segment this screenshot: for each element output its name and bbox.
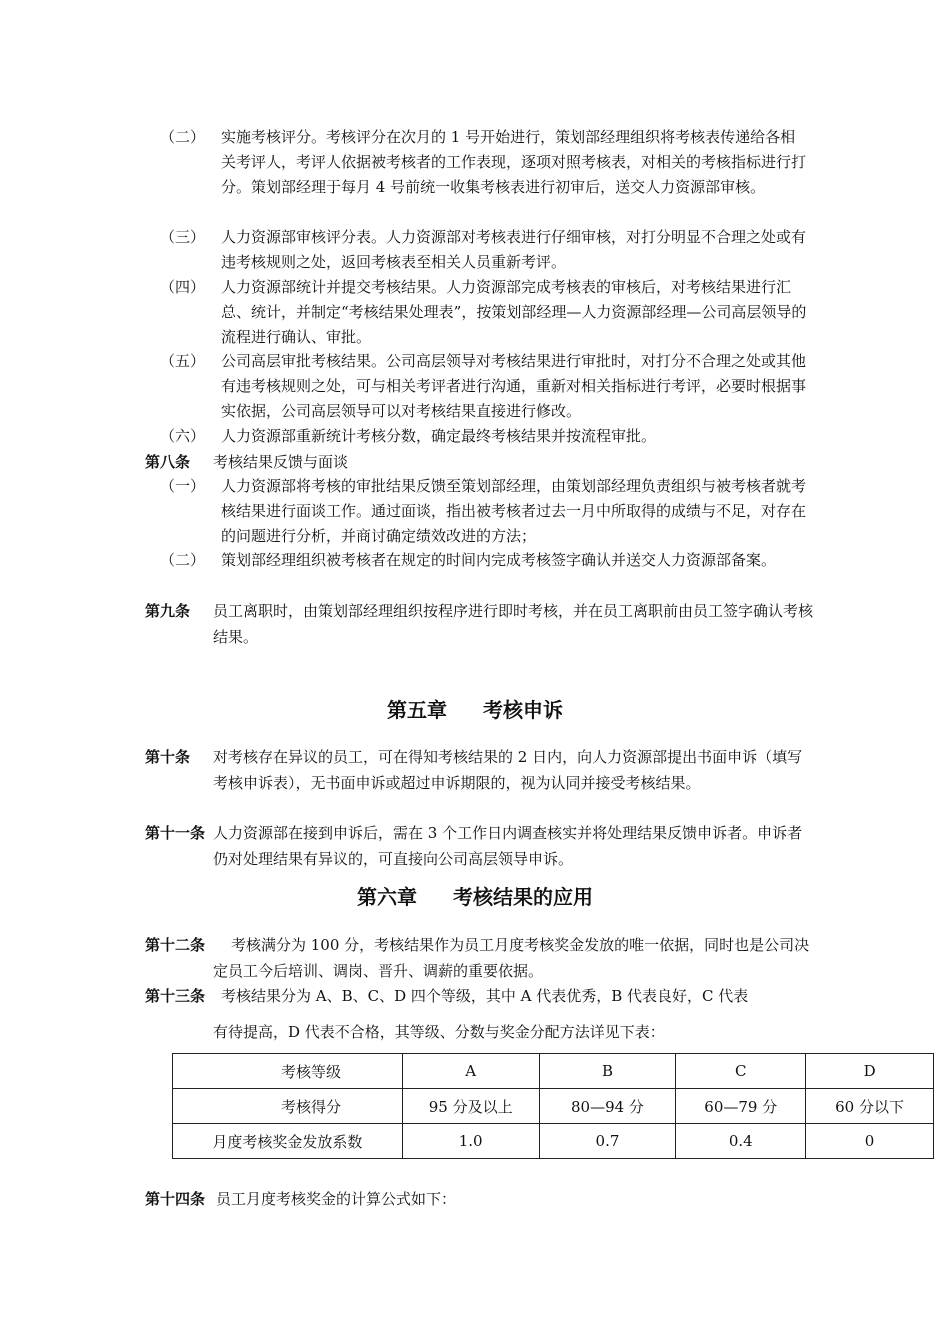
- grade-table: [172, 1053, 934, 1159]
- article-14: [0, 1186, 950, 1212]
- item-marker: （六）: [160, 427, 206, 445]
- table-cell: 考核等级: [173, 1054, 403, 1089]
- chapter-number: 第六章: [357, 885, 417, 909]
- article-marker: 第十三条: [145, 987, 206, 1005]
- list-item: [0, 225, 950, 275]
- article-text-line-2: 有待提高，D 代表不合格，其等级、分数与奖金分配方法详见下表：: [213, 1023, 665, 1041]
- item-text: 公司高层审批考核结果。公司高层领导对考核结果进行审批时，对打分不合理之处或其他有违考核规则之处，可与相关考评者进行沟通，重新对相关指标进行考评，必要时根据事实依据，公司高层领导可以对考核结果直接进行修改。: [221, 352, 807, 420]
- article-marker: 第十一条: [145, 824, 206, 842]
- table-cell: C: [676, 1054, 806, 1089]
- article-marker: 第九条: [145, 602, 191, 620]
- article-text: 员工月度考核奖金的计算公式如下：: [216, 1190, 457, 1208]
- item-text: 人力资源部重新统计考核分数，确定最终考核结果并按流程审批。: [221, 427, 657, 445]
- list-item: [0, 548, 950, 573]
- item-marker: （一）: [160, 477, 206, 495]
- article-11: [0, 820, 950, 872]
- table-row: [173, 1124, 934, 1159]
- chapter-number: 第五章: [387, 698, 447, 722]
- list-item: [0, 125, 950, 200]
- item-marker: （五）: [160, 352, 206, 370]
- chapter-title: 考核申诉: [483, 698, 563, 722]
- article-text-line-1: 考核结果分为 A、B、C、D 四个等级，其中 A 代表优秀，B 代表良好，C 代表: [221, 987, 749, 1005]
- article-marker: 第八条: [145, 453, 191, 471]
- chapter-heading-5: [0, 694, 950, 723]
- table-cell: 月度考核奖金发放系数: [173, 1124, 403, 1159]
- table-cell: B: [539, 1054, 676, 1089]
- article-13: [0, 983, 950, 1009]
- item-text: 人力资源部统计并提交考核结果。人力资源部完成考核表的审核后，对考核结果进行汇总、统计，并制定“考核结果处理表”，按策划部经理—人力资源部经理—公司高层领导的流程进行确认、审批。: [221, 278, 807, 346]
- article-13-continued: [0, 1019, 950, 1045]
- table-cell: 95 分及以上: [402, 1089, 539, 1124]
- article-text: 人力资源部在接到申诉后，需在 3 个工作日内调查核实并将处理结果反馈申诉者。申诉者仍对处理结果有异议的，可直接向公司高层领导申诉。: [213, 824, 803, 868]
- chapter-heading-6: [0, 881, 950, 910]
- article-marker: 第十四条: [145, 1190, 206, 1208]
- table-row: [173, 1054, 934, 1089]
- article-9: [0, 598, 950, 650]
- table-cell: 0.4: [676, 1124, 806, 1159]
- item-marker: （二）: [160, 551, 206, 569]
- chapter-title: 考核结果的应用: [453, 885, 593, 909]
- list-item: [0, 349, 950, 424]
- table-cell: 60 分以下: [806, 1089, 934, 1124]
- list-item: [0, 275, 950, 350]
- article-text: 考核结果反馈与面谈: [213, 453, 349, 471]
- item-text: 实施考核评分。考核评分在次月的 1 号开始进行，策划部经理组织将考核表传递给各相关考评人，考评人依据被考核者的工作表现，逐项对照考核表，对相关的考核指标进行打分。策划部经理于每月 4 号前统一收集考核表进行初审后，送交人力资源部审核。: [221, 128, 807, 196]
- table-cell: 1.0: [402, 1124, 539, 1159]
- article-12: [0, 932, 950, 984]
- item-text: 人力资源部审核评分表。人力资源部对考核表进行仔细审核，对打分明显不合理之处或有违考核规则之处，返回考核表至相关人员重新考评。: [221, 228, 807, 271]
- article-marker: 第十条: [145, 748, 191, 766]
- table-cell: 考核得分: [173, 1089, 403, 1124]
- article-text: 对考核存在异议的员工，可在得知考核结果的 2 日内，向人力资源部提出书面申诉（填写考核申诉表），无书面申诉或超过申诉期限的，视为认同并接受考核结果。: [213, 748, 803, 792]
- item-marker: （四）: [160, 278, 206, 296]
- table-cell: 0: [806, 1124, 934, 1159]
- table-cell: D: [806, 1054, 934, 1089]
- item-marker: （二）: [160, 128, 206, 146]
- article-text: 员工离职时，由策划部经理组织按程序进行即时考核，并在员工离职前由员工签字确认考核结果。: [213, 602, 814, 646]
- table-cell: A: [402, 1054, 539, 1089]
- table-row: [173, 1089, 934, 1124]
- list-item: [0, 474, 950, 549]
- table-cell: 0.7: [539, 1124, 676, 1159]
- article-marker: 第十二条: [145, 936, 206, 954]
- item-marker: （三）: [160, 228, 206, 246]
- item-text: 策划部经理组织被考核者在规定的时间内完成考核签字确认并送交人力资源部备案。: [221, 551, 777, 569]
- item-text: 人力资源部将考核的审批结果反馈至策划部经理，由策划部经理负责组织与被考核者就考核结果进行面谈工作。通过面谈，指出被考核者过去一月中所取得的成绩与不足，对存在的问题进行分析，并商讨确定绩效改进的方法；: [221, 477, 807, 545]
- list-item: [0, 424, 950, 449]
- article-text: 考核满分为 100 分，考核结果作为员工月度考核奖金发放的唯一依据，同时也是公司决定员工今后培训、调岗、晋升、调薪的重要依据。: [213, 936, 810, 980]
- article-8: [0, 449, 950, 475]
- article-10: [0, 744, 950, 796]
- table-cell: 60—79 分: [676, 1089, 806, 1124]
- table-cell: 80—94 分: [539, 1089, 676, 1124]
